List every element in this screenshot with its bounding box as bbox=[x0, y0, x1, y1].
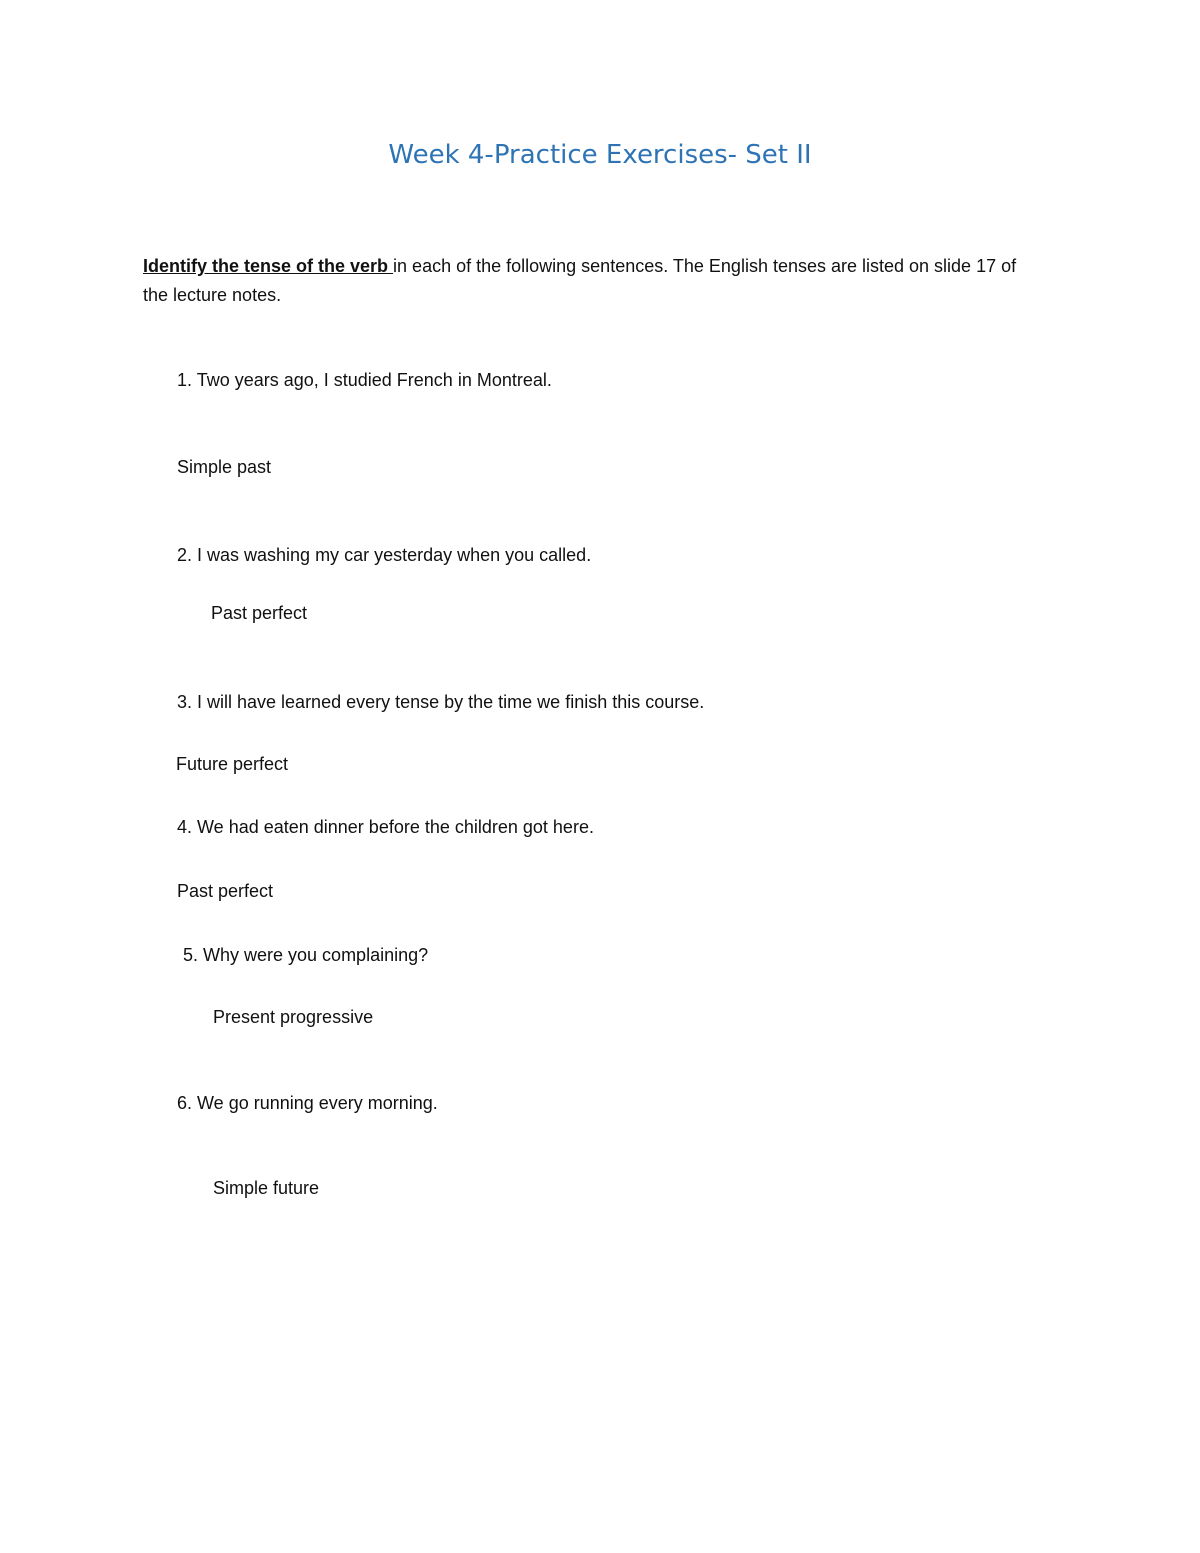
answer-6: Simple future bbox=[213, 1178, 320, 1198]
page-title: Week 4-Practice Exercises- Set II bbox=[388, 140, 812, 170]
instructions-text: in each of the following sentences. The English tenses are listed on slide 17 of the lecture notes. bbox=[143, 256, 1017, 305]
instructions bbox=[143, 252, 1023, 310]
answer-3: Future perfect bbox=[176, 754, 289, 774]
question-3: 3. I will have learned every tense by the time we finish this course. bbox=[177, 692, 705, 712]
answer-5: Present progressive bbox=[213, 1007, 374, 1027]
question-6: 6. We go running every morning. bbox=[177, 1093, 438, 1113]
question-1: 1. Two years ago, I studied French in Montreal. bbox=[177, 370, 552, 390]
question-4: 4. We had eaten dinner before the children got here. bbox=[177, 817, 594, 837]
instructions-emphasis: Identify the tense of the verb bbox=[143, 256, 394, 276]
answer-2: Past perfect bbox=[211, 603, 308, 623]
question-5: 5. Why were you complaining? bbox=[183, 945, 429, 965]
answer-1: Simple past bbox=[177, 457, 272, 477]
answer-4: Past perfect bbox=[177, 881, 274, 901]
question-2: 2. I was washing my car yesterday when you called. bbox=[177, 545, 592, 565]
